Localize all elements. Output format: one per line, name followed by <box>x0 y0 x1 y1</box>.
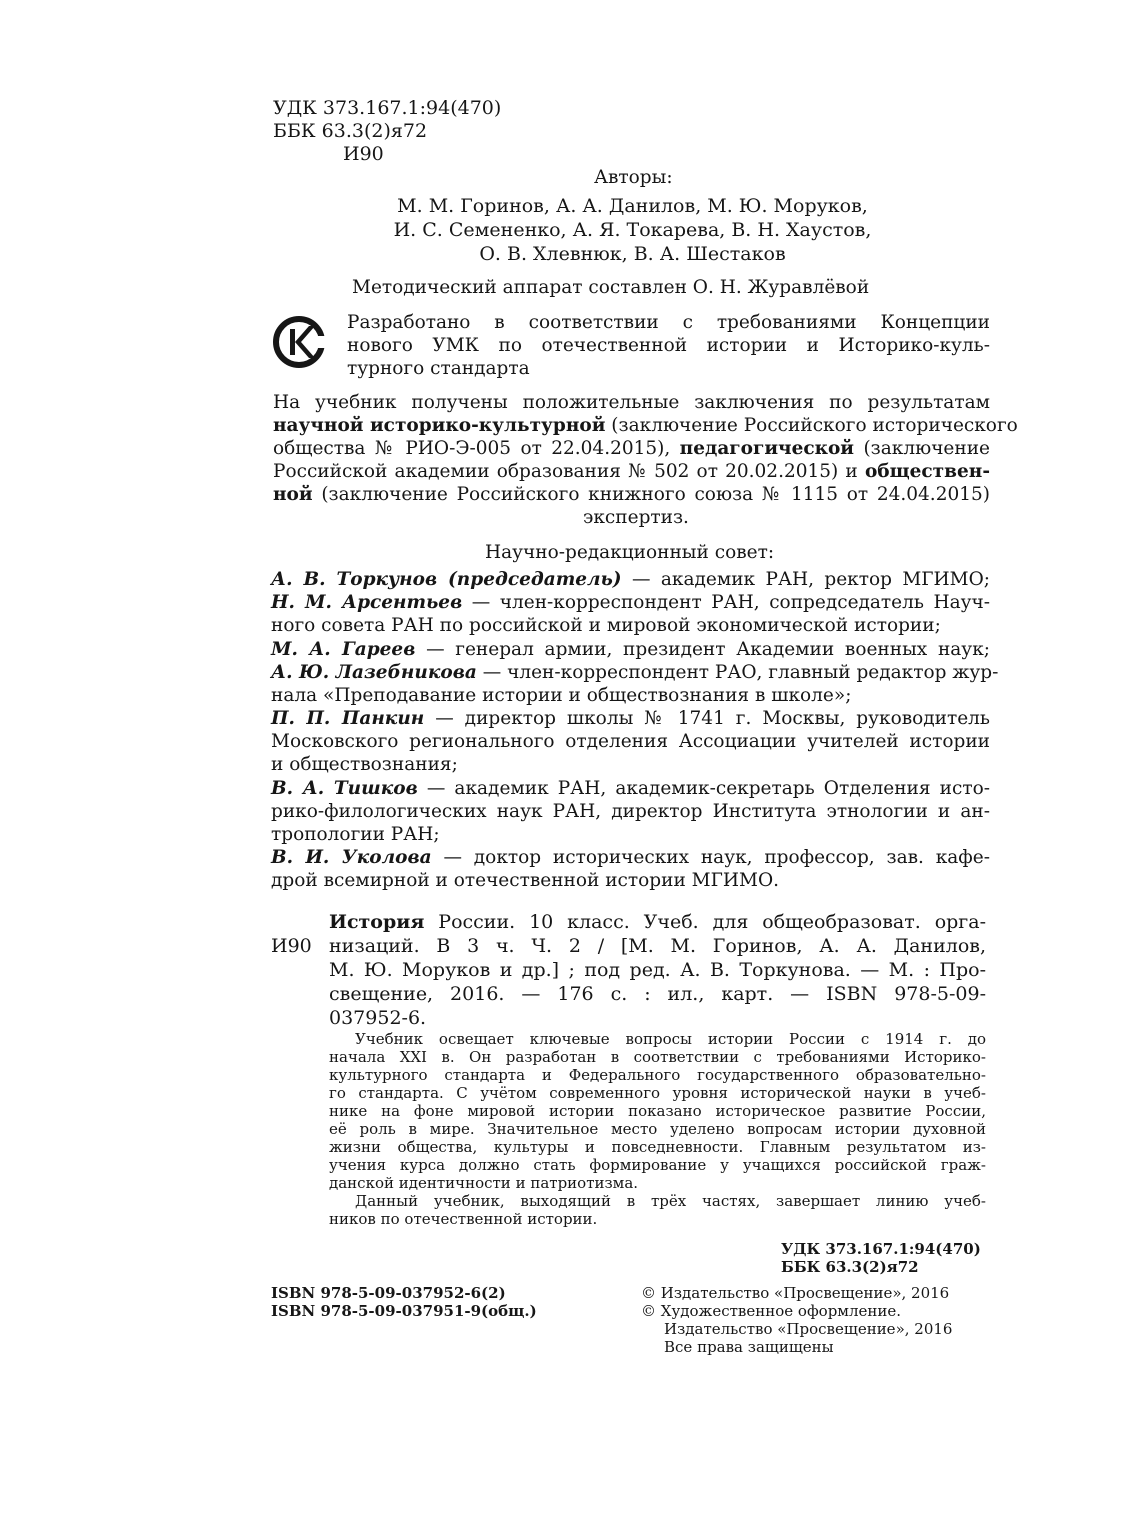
authors-line: О. В. Хлевнюк, В. А. Шестаков <box>479 243 786 265</box>
member-name: А. Ю. Лазебникова <box>271 662 477 683</box>
isbn-line: ISBN 978-5-09-037952-6(2) <box>271 1284 506 1302</box>
review-type-bold: обществен- <box>864 461 990 482</box>
council-member <box>271 846 990 870</box>
council-member <box>271 638 990 662</box>
member-role: — академик РАН, академик-секретарь Отделения исто- <box>417 778 990 799</box>
annotation-line: жизни общества, культуры и повседневности. Главным результатом из- <box>329 1138 986 1156</box>
biblio-line: М. Ю. Моруков и др.] ; под ред. А. В. Торкунова. — М. : Про- <box>329 959 986 981</box>
reviews-line: На учебник получены положительные заключения по результатам <box>273 392 990 413</box>
member-role: — член-корреспондент РАО, главный редактор жур- <box>476 662 999 683</box>
council-member <box>271 591 990 615</box>
annotation-line: го стандарта. С учётом современного уровня исторической науки в учеб- <box>329 1084 986 1102</box>
biblio-text: России. 10 класс. Учеб. для общеобразоват. орга- <box>424 911 986 933</box>
biblio-line: 037952-6. <box>329 1007 427 1029</box>
reviews-line <box>273 437 990 461</box>
review-text: (заключение <box>854 438 990 459</box>
council-member <box>271 707 990 731</box>
member-role: — директор школы № 1741 г. Москвы, руководитель <box>424 708 990 729</box>
member-role: — генерал армии, президент Академии военных наук; <box>415 639 990 660</box>
annotation-line: начала XXI в. Он разработан в соответствии с требованиями Историко- <box>329 1048 986 1066</box>
authors-line: И. С. Семененко, А. Я. Токарева, В. Н. Хаустов, <box>393 219 872 241</box>
member-role-cont: и обществознания; <box>271 754 458 775</box>
ik-logo-icon <box>273 316 325 368</box>
member-role-cont: дрой всемирной и отечественной истории МГИМО. <box>271 870 779 891</box>
copyright-line: © Художественное оформление. <box>641 1302 902 1320</box>
biblio-code: И90 <box>271 935 312 957</box>
annotation-line: учения курса должно стать формирование у учащихся российской граж- <box>329 1156 986 1174</box>
member-name: П. П. Панкин <box>271 708 425 729</box>
member-role: — академик РАН, ректор МГИМО; <box>621 569 990 590</box>
biblio-title: История <box>329 911 425 933</box>
biblio-line <box>329 910 986 934</box>
authors-label: Авторы: <box>594 167 673 188</box>
annotation-line: данской идентичности и патриотизма. <box>329 1174 639 1192</box>
concept-line: турного стандарта <box>347 358 530 379</box>
annotation-line: ников по отечественной истории. <box>329 1210 598 1228</box>
member-role-cont: Московского регионального отделения Ассоциации учителей истории <box>271 731 990 752</box>
review-type-bold: педагогической <box>679 438 855 459</box>
methodical-credit: Методический аппарат составлен О. Н. Журавлёвой <box>352 277 870 298</box>
council-member <box>271 568 990 592</box>
copyright-line: Все права защищены <box>664 1338 834 1356</box>
review-text: (заключение Российского исторического <box>605 415 1018 436</box>
copyright-line: © Издательство «Просвещение», 2016 <box>641 1284 950 1302</box>
concept-line: Разработано в соответствии с требованиями Концепции <box>347 312 990 333</box>
member-name: Н. М. Арсентьев <box>271 592 463 613</box>
annotation-line: культурного стандарта и Федерального государственного образовательно- <box>329 1066 986 1084</box>
member-role: — член-корреспондент РАН, сопредседатель Науч- <box>462 592 990 613</box>
udk-code: УДК 373.167.1:94(470) <box>273 97 502 119</box>
isbn-line: ISBN 978-5-09-037951-9(общ.) <box>271 1302 537 1320</box>
reviews-line <box>273 460 990 484</box>
member-name: В. И. Уколова <box>271 847 432 868</box>
annotation-line: нике на фоне мировой истории показано историческое развитие России, <box>329 1102 986 1120</box>
review-type-bold: научной историко-культурной <box>273 415 606 436</box>
review-type-bold: ной <box>273 484 313 505</box>
udk-bottom: УДК 373.167.1:94(470) <box>781 1240 981 1258</box>
member-role-cont: ного совета РАН по российской и мировой экономической истории; <box>271 615 941 636</box>
annotation-line: Данный учебник, выходящий в трёх частях, завершает линию учеб- <box>355 1192 986 1210</box>
reviews-line: экспертиз. <box>583 507 689 528</box>
member-role-cont: рико-филологических наук РАН, директор Института этнологии и ан- <box>271 801 990 822</box>
reviews-line <box>273 483 990 507</box>
biblio-line: низаций. В 3 ч. Ч. 2 / [М. М. Горинов, А. А. Данилов, <box>329 935 986 957</box>
member-role: — доктор исторических наук, профессор, зав. кафе- <box>431 847 990 868</box>
member-name: В. А. Тишков <box>271 778 418 799</box>
review-text: Российской академии образования № 502 от 20.02.2015) и <box>273 461 865 482</box>
council-member <box>271 661 999 685</box>
bbk-bottom: ББК 63.3(2)я72 <box>781 1258 919 1276</box>
member-role-cont: тропологии РАН; <box>271 824 440 845</box>
reviews-line <box>273 414 1018 438</box>
member-name: М. А. Гареев <box>271 639 416 660</box>
review-text: общества № РИО-Э-005 от 22.04.2015), <box>273 438 680 459</box>
authors-line: М. М. Горинов, А. А. Данилов, М. Ю. Моруков, <box>397 195 868 217</box>
member-role-cont: нала «Преподавание истории и обществознания в школе»; <box>271 685 852 706</box>
annotation-line: Учебник освещает ключевые вопросы истории России с 1914 г. до <box>355 1030 986 1048</box>
council-member <box>271 777 990 801</box>
concept-line: нового УМК по отечественной истории и Историко-куль- <box>347 335 990 356</box>
review-text: (заключение Российского книжного союза № 1115 от 24.04.2015) <box>312 484 990 505</box>
biblio-line: свещение, 2016. — 176 с. : ил., карт. — ISBN 978-5-09- <box>329 983 986 1005</box>
author-sign-code: И90 <box>343 143 384 165</box>
bbk-code: ББК 63.3(2)я72 <box>273 120 428 142</box>
council-label: Научно-редакционный совет: <box>485 542 775 563</box>
annotation-line: её роль в мире. Значительное место уделено вопросам истории духовной <box>329 1120 986 1138</box>
member-name: А. В. Торкунов (председатель) <box>271 569 622 590</box>
copyright-line: Издательство «Просвещение», 2016 <box>664 1320 953 1338</box>
